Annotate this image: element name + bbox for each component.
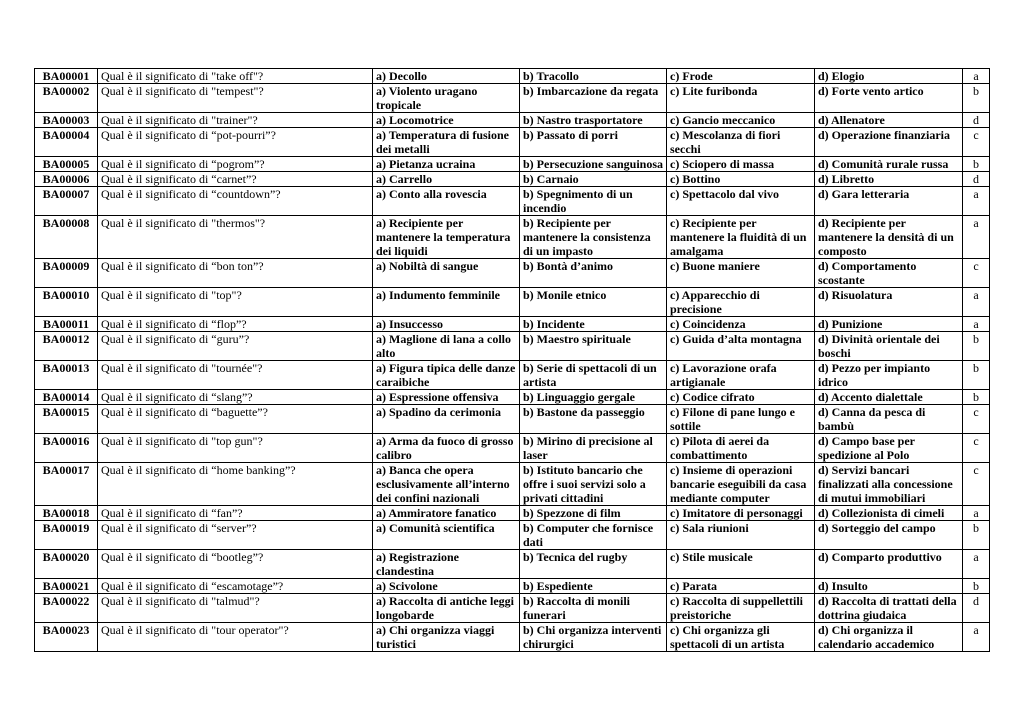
table-row (35, 84, 990, 113)
option-d: d) Allenatore (815, 113, 963, 128)
option-b: b) Bastone da passeggio (520, 405, 667, 434)
option-c: c) Mescolanza di fiori secchi (667, 128, 815, 157)
option-d: d) Sorteggio del campo (815, 521, 963, 550)
option-c: c) Lavorazione orafa artigianale (667, 361, 815, 390)
option-b: b) Istituto bancario che offre i suoi servizi solo a privati cittadini (520, 463, 667, 506)
correct-answer: a (963, 288, 990, 317)
question-text: Qual è il significato di “server”? (98, 521, 373, 550)
option-b: b) Tracollo (520, 69, 667, 84)
option-b: b) Passato di porri (520, 128, 667, 157)
question-code: BA00018 (35, 506, 98, 521)
question-text: Qual è il significato di “pot-pourri”? (98, 128, 373, 157)
correct-answer: a (963, 550, 990, 579)
option-c: c) Raccolta di suppellettili preistoriche (667, 594, 815, 623)
question-code: BA00013 (35, 361, 98, 390)
option-c: c) Frode (667, 69, 815, 84)
option-a: a) Pietanza ucraina (373, 157, 520, 172)
option-c: c) Apparecchio di precisione (667, 288, 815, 317)
table-row (35, 623, 990, 652)
option-a: a) Espressione offensiva (373, 390, 520, 405)
option-a: a) Banca che opera esclusivamente all’interno dei confini nazionali (373, 463, 520, 506)
question-code: BA00005 (35, 157, 98, 172)
correct-answer: d (963, 594, 990, 623)
question-code: BA00003 (35, 113, 98, 128)
option-d: d) Comparto produttivo (815, 550, 963, 579)
table-row (35, 317, 990, 332)
question-text: Qual è il significato di “escamotage”? (98, 579, 373, 594)
table-row (35, 463, 990, 506)
question-code: BA00001 (35, 69, 98, 84)
question-text: Qual è il significato di “slang”? (98, 390, 373, 405)
correct-answer: c (963, 434, 990, 463)
correct-answer: a (963, 69, 990, 84)
correct-answer: b (963, 390, 990, 405)
option-b: b) Espediente (520, 579, 667, 594)
question-code: BA00017 (35, 463, 98, 506)
question-text: Qual è il significato di “countdown”? (98, 187, 373, 216)
question-code: BA00007 (35, 187, 98, 216)
question-code: BA00009 (35, 259, 98, 288)
option-c: c) Insieme di operazioni bancarie eseguibili da casa mediante computer (667, 463, 815, 506)
question-code: BA00008 (35, 216, 98, 259)
table-row (35, 157, 990, 172)
option-d: d) Campo base per spedizione al Polo (815, 434, 963, 463)
option-d: d) Divinità orientale dei boschi (815, 332, 963, 361)
question-text: Qual è il significato di "top gun"? (98, 434, 373, 463)
option-c: c) Coincidenza (667, 317, 815, 332)
question-code: BA00012 (35, 332, 98, 361)
option-d: d) Raccolta di trattati della dottrina giudaica (815, 594, 963, 623)
correct-answer: b (963, 332, 990, 361)
correct-answer: c (963, 463, 990, 506)
option-a: a) Spadino da cerimonia (373, 405, 520, 434)
question-text: Qual è il significato di “baguette”? (98, 405, 373, 434)
option-a: a) Conto alla rovescia (373, 187, 520, 216)
question-code: BA00011 (35, 317, 98, 332)
option-c: c) Lite furibonda (667, 84, 815, 113)
option-d: d) Libretto (815, 172, 963, 187)
option-b: b) Computer che fornisce dati (520, 521, 667, 550)
option-a: a) Maglione di lana a collo alto (373, 332, 520, 361)
option-d: d) Collezionista di cimeli (815, 506, 963, 521)
table-row (35, 594, 990, 623)
option-d: d) Comportamento scostante (815, 259, 963, 288)
option-b: b) Imbarcazione da regata (520, 84, 667, 113)
question-text: Qual è il significato di "trainer"? (98, 113, 373, 128)
option-d: d) Gara letteraria (815, 187, 963, 216)
option-b: b) Tecnica del rugby (520, 550, 667, 579)
question-code: BA00016 (35, 434, 98, 463)
option-b: b) Persecuzione sanguinosa (520, 157, 667, 172)
question-text: Qual è il significato di "take off"? (98, 69, 373, 84)
option-a: a) Decollo (373, 69, 520, 84)
correct-answer: a (963, 623, 990, 652)
correct-answer: a (963, 187, 990, 216)
option-b: b) Serie di spettacoli di un artista (520, 361, 667, 390)
correct-answer: d (963, 113, 990, 128)
option-b: b) Mirino di precisione al laser (520, 434, 667, 463)
question-text: Qual è il significato di “home banking”? (98, 463, 373, 506)
quiz-table (34, 68, 990, 652)
question-text: Qual è il significato di "tour operator"? (98, 623, 373, 652)
option-d: d) Punizione (815, 317, 963, 332)
table-row (35, 69, 990, 84)
option-c: c) Spettacolo dal vivo (667, 187, 815, 216)
option-d: d) Risuolatura (815, 288, 963, 317)
option-c: c) Chi organizza gli spettacoli di un artista (667, 623, 815, 652)
table-row (35, 405, 990, 434)
option-c: c) Pilota di aerei da combattimento (667, 434, 815, 463)
question-code: BA00021 (35, 579, 98, 594)
option-a: a) Recipiente per mantenere la temperatura dei liquidi (373, 216, 520, 259)
option-a: a) Indumento femminile (373, 288, 520, 317)
option-c: c) Sala riunioni (667, 521, 815, 550)
option-b: b) Incidente (520, 317, 667, 332)
table-row (35, 332, 990, 361)
option-a: a) Insuccesso (373, 317, 520, 332)
option-a: a) Scivolone (373, 579, 520, 594)
option-b: b) Carnaio (520, 172, 667, 187)
correct-answer: c (963, 259, 990, 288)
quiz-table-body (35, 69, 990, 652)
option-d: d) Pezzo per impianto idrico (815, 361, 963, 390)
option-d: d) Elogio (815, 69, 963, 84)
option-d: d) Recipiente per mantenere la densità di un composto (815, 216, 963, 259)
option-a: a) Carrello (373, 172, 520, 187)
correct-answer: c (963, 405, 990, 434)
option-a: a) Locomotrice (373, 113, 520, 128)
option-b: b) Raccolta di monili funerari (520, 594, 667, 623)
question-code: BA00014 (35, 390, 98, 405)
table-row (35, 434, 990, 463)
correct-answer: b (963, 521, 990, 550)
option-b: b) Linguaggio gergale (520, 390, 667, 405)
question-code: BA00010 (35, 288, 98, 317)
option-c: c) Sciopero di massa (667, 157, 815, 172)
question-text: Qual è il significato di “carnet”? (98, 172, 373, 187)
option-c: c) Guida d’alta montagna (667, 332, 815, 361)
correct-answer: a (963, 216, 990, 259)
option-a: a) Temperatura di fusione dei metalli (373, 128, 520, 157)
option-a: a) Nobiltà di sangue (373, 259, 520, 288)
option-d: d) Operazione finanziaria (815, 128, 963, 157)
question-text: Qual è il significato di "talmud"? (98, 594, 373, 623)
option-d: d) Chi organizza il calendario accademico (815, 623, 963, 652)
table-row (35, 521, 990, 550)
question-code: BA00006 (35, 172, 98, 187)
option-c: c) Filone di pane lungo e sottile (667, 405, 815, 434)
correct-answer: b (963, 84, 990, 113)
question-code: BA00002 (35, 84, 98, 113)
option-c: c) Imitatore di personaggi (667, 506, 815, 521)
option-a: a) Figura tipica delle danze caraibiche (373, 361, 520, 390)
correct-answer: d (963, 172, 990, 187)
question-code: BA00023 (35, 623, 98, 652)
option-d: d) Accento dialettale (815, 390, 963, 405)
option-b: b) Spezzone di film (520, 506, 667, 521)
table-row (35, 361, 990, 390)
question-code: BA00019 (35, 521, 98, 550)
correct-answer: b (963, 361, 990, 390)
question-text: Qual è il significato di “bootleg”? (98, 550, 373, 579)
option-b: b) Maestro spirituale (520, 332, 667, 361)
option-b: b) Bontà d’animo (520, 259, 667, 288)
correct-answer: a (963, 317, 990, 332)
option-a: a) Ammiratore fanatico (373, 506, 520, 521)
table-row (35, 172, 990, 187)
option-d: d) Insulto (815, 579, 963, 594)
question-code: BA00022 (35, 594, 98, 623)
question-text: Qual è il significato di “fan”? (98, 506, 373, 521)
option-d: d) Canna da pesca di bambù (815, 405, 963, 434)
table-row (35, 128, 990, 157)
question-code: BA00015 (35, 405, 98, 434)
question-text: Qual è il significato di "tournée"? (98, 361, 373, 390)
option-b: b) Recipiente per mantenere la consistenza di un impasto (520, 216, 667, 259)
option-a: a) Violento uragano tropicale (373, 84, 520, 113)
option-d: d) Servizi bancari finalizzati alla concessione di mutui immobiliari (815, 463, 963, 506)
option-c: c) Buone maniere (667, 259, 815, 288)
option-c: c) Codice cifrato (667, 390, 815, 405)
option-d: d) Forte vento artico (815, 84, 963, 113)
correct-answer: a (963, 506, 990, 521)
correct-answer: b (963, 579, 990, 594)
option-b: b) Chi organizza interventi chirurgici (520, 623, 667, 652)
correct-answer: c (963, 128, 990, 157)
option-b: b) Monile etnico (520, 288, 667, 317)
option-a: a) Comunità scientifica (373, 521, 520, 550)
option-c: c) Stile musicale (667, 550, 815, 579)
option-a: a) Raccolta di antiche leggi longobarde (373, 594, 520, 623)
table-row (35, 579, 990, 594)
question-text: Qual è il significato di “bon ton”? (98, 259, 373, 288)
table-row (35, 506, 990, 521)
question-text: Qual è il significato di "tempest"? (98, 84, 373, 113)
option-c: c) Gancio meccanico (667, 113, 815, 128)
option-c: c) Parata (667, 579, 815, 594)
correct-answer: b (963, 157, 990, 172)
question-text: Qual è il significato di “pogrom”? (98, 157, 373, 172)
table-row (35, 259, 990, 288)
table-row (35, 187, 990, 216)
option-b: b) Nastro trasportatore (520, 113, 667, 128)
option-a: a) Arma da fuoco di grosso calibro (373, 434, 520, 463)
table-row (35, 288, 990, 317)
question-code: BA00020 (35, 550, 98, 579)
table-row (35, 216, 990, 259)
table-row (35, 550, 990, 579)
question-text: Qual è il significato di "top"? (98, 288, 373, 317)
question-text: Qual è il significato di “flop”? (98, 317, 373, 332)
option-c: c) Recipiente per mantenere la fluidità di un amalgama (667, 216, 815, 259)
option-c: c) Bottino (667, 172, 815, 187)
table-row (35, 390, 990, 405)
question-text: Qual è il significato di "thermos"? (98, 216, 373, 259)
option-a: a) Registrazione clandestina (373, 550, 520, 579)
question-text: Qual è il significato di “guru”? (98, 332, 373, 361)
option-a: a) Chi organizza viaggi turistici (373, 623, 520, 652)
option-b: b) Spegnimento di un incendio (520, 187, 667, 216)
question-code: BA00004 (35, 128, 98, 157)
table-row (35, 113, 990, 128)
option-d: d) Comunità rurale russa (815, 157, 963, 172)
